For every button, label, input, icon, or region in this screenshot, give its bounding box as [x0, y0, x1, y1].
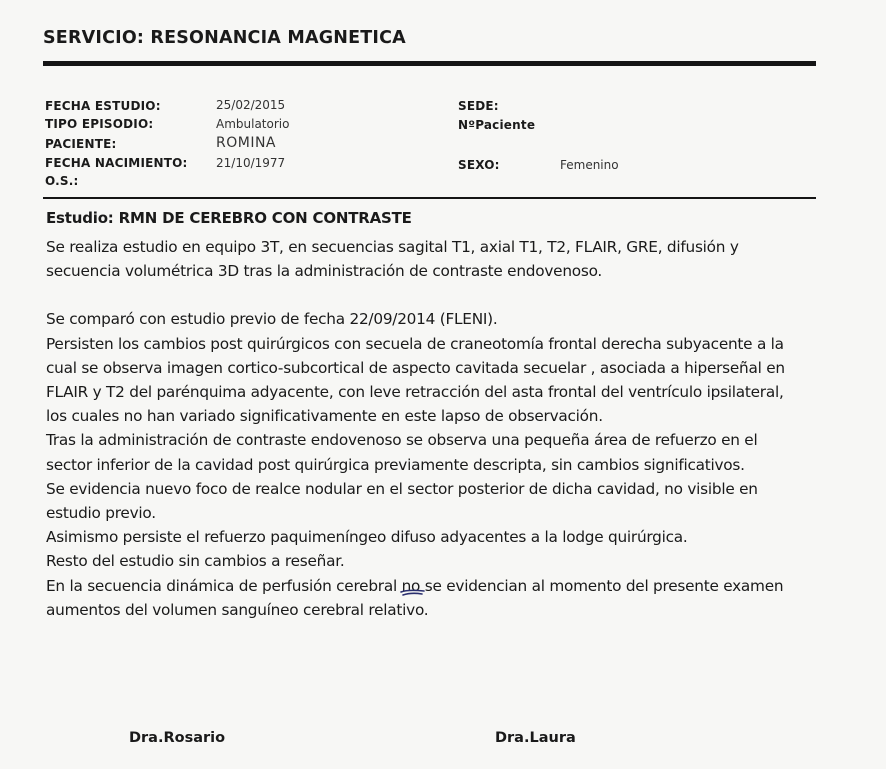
- paciente-value: ROMINA: [216, 135, 277, 151]
- signature-right: Dra.Laura: [495, 730, 576, 746]
- npaciente-label: NºPaciente: [458, 118, 536, 132]
- sexo-label: SEXO:: [458, 158, 500, 172]
- signature-left: Dra.Rosario: [129, 730, 226, 746]
- os-label: O.S.:: [45, 174, 79, 188]
- report-line: Persisten los cambios post quirúrgicos con secuela de craneotomía frontal derecha subyacente a la: [46, 334, 784, 353]
- report-line: Asimismo persiste el refuerzo paquimeníngeo difuso adyacentes a la lodge quirúrgica.: [46, 528, 688, 547]
- report-line: Se realiza estudio en equipo 3T, en secuencias sagital T1, axial T1, T2, FLAIR, GRE, difusión y: [46, 238, 739, 256]
- fecha-estudio-label: FECHA ESTUDIO:: [45, 99, 161, 113]
- fields-divider: [43, 197, 816, 199]
- sexo-value: Femenino: [560, 158, 619, 172]
- fecha-nacimiento-label: FECHA NACIMIENTO:: [45, 156, 188, 170]
- paciente-label: PACIENTE:: [45, 137, 117, 151]
- underlined-word: no: [401, 576, 421, 595]
- tipo-episodio-label: TIPO EPISODIO:: [45, 117, 154, 131]
- report-line: estudio previo.: [46, 504, 156, 523]
- perfusion-line: [46, 574, 846, 598]
- report-line: sector inferior de la cavidad post quirúrgica previamente descripta, sin cambios significativos.: [46, 455, 745, 474]
- service-title: SERVICIO: RESONANCIA MAGNETICA: [43, 28, 406, 48]
- pen-underline-icon: [400, 589, 426, 597]
- report-line: FLAIR y T2 del parénquima adyacente, con leve retracción del asta frontal del ventrículo ipsilateral,: [46, 383, 784, 402]
- report-body: [46, 235, 846, 622]
- fecha-estudio-value: 25/02/2015: [216, 98, 286, 112]
- sede-label: SEDE:: [458, 99, 499, 113]
- report-line: Se evidencia nuevo foco de realce nodular en el sector posterior de dicha cavidad, no visible en: [46, 479, 758, 498]
- report-line: aumentos del volumen sanguíneo cerebral relativo.: [46, 600, 429, 619]
- handwritten-underline-mark: [402, 574, 421, 598]
- report-line: Tras la administración de contraste endovenoso se observa una pequeña área de refuerzo en el: [46, 431, 758, 450]
- report-line: secuencia volumétrica 3D tras la administración de contraste endovenoso.: [46, 262, 603, 281]
- report-line: Resto del estudio sin cambios a reseñar.: [46, 552, 345, 571]
- report-line: los cuales no han variado significativamente en este lapso de observación.: [46, 407, 603, 426]
- tipo-episodio-value: Ambulatorio: [216, 117, 290, 131]
- fecha-nacimiento-value: 21/10/1977: [216, 156, 286, 170]
- perfusion-text-after: se evidencian al momento del presente examen: [420, 576, 784, 595]
- header-divider: [43, 61, 816, 66]
- perfusion-text-before: En la secuencia dinámica de perfusión cerebral: [46, 576, 402, 595]
- report-line: Se comparó con estudio previo de fecha 22/09/2014 (FLENI).: [46, 310, 498, 329]
- study-title: Estudio: RMN DE CEREBRO CON CONTRASTE: [46, 209, 412, 227]
- report-line: cual se observa imagen cortico-subcortical de aspecto cavitada secuelar , asociada a hiperseñal en: [46, 358, 785, 377]
